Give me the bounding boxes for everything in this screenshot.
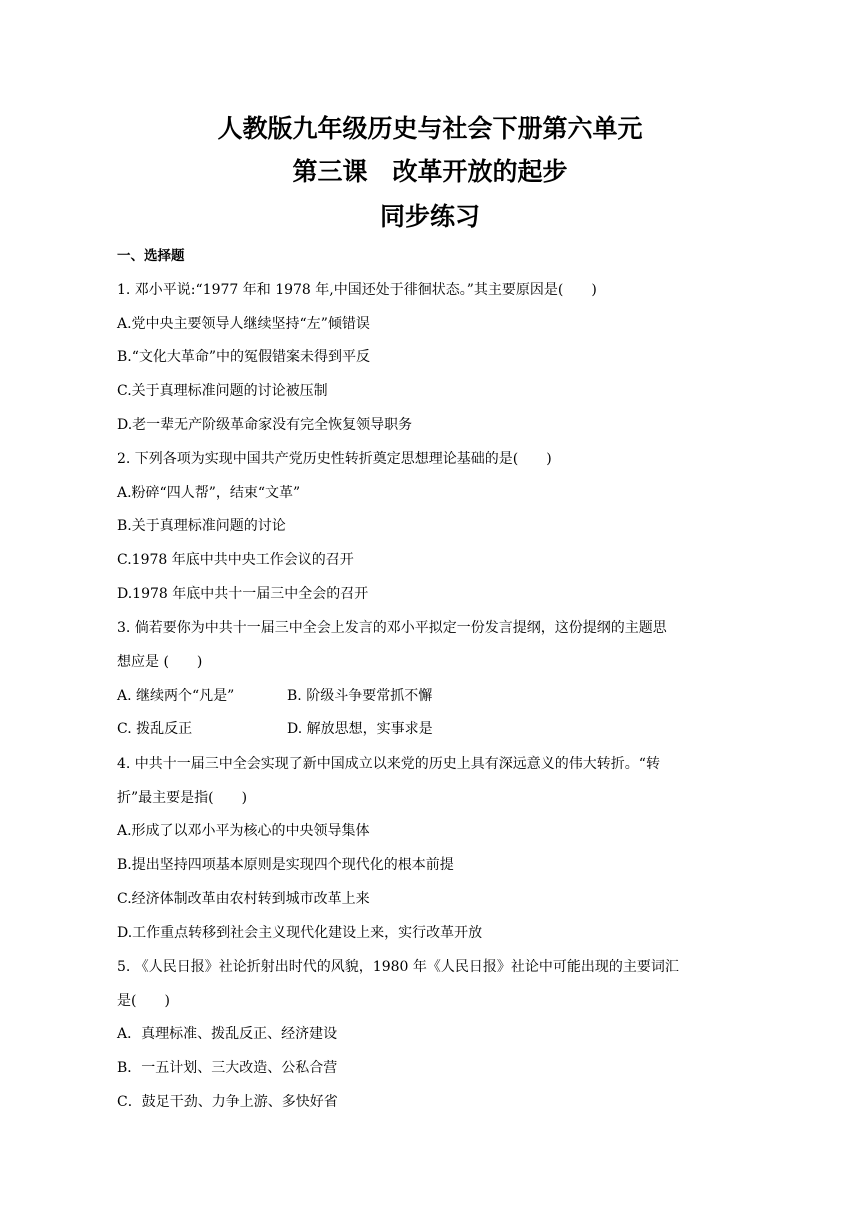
question-1-option-a: A.党中央主要领导人继续坚持“左”倾错误 bbox=[117, 316, 370, 332]
question-3-option-a: A. 继续两个“凡是” bbox=[117, 688, 235, 704]
question-2-option-b: B.关于真理标准问题的讨论 bbox=[117, 518, 286, 534]
question-5-stem-line-2: 是( ) bbox=[117, 993, 170, 1009]
question-1-option-d: D.老一辈无产阶级革命家没有完全恢复领导职务 bbox=[117, 417, 413, 433]
question-4-option-c: C.经济体制改革由农村转到城市改革上来 bbox=[117, 891, 370, 907]
question-5-stem-line-1: 5. 《人民日报》社论折射出时代的风貌，1980 年《人民日报》社论中可能出现的主要词汇 bbox=[117, 959, 679, 975]
question-4-option-a: A.形成了以邓小平为核心的中央领导集体 bbox=[117, 823, 370, 839]
question-4-stem-line-2: 折”最主要是指( ) bbox=[117, 790, 248, 806]
question-1-stem: 1. 邓小平说:“1977 年和 1978 年,中国还处于徘徊状态。”其主要原因是( ) bbox=[117, 282, 597, 298]
document-title-line-2: 第三课 改革开放的起步 bbox=[292, 157, 568, 186]
question-4-option-d: D.工作重点转移到社会主义现代化建设上来，实行改革开放 bbox=[117, 925, 483, 941]
question-2-option-d: D.1978 年底中共十一届三中全会的召开 bbox=[117, 586, 369, 602]
question-4-option-b: B.提出坚持四项基本原则是实现四个现代化的根本前提 bbox=[117, 857, 454, 873]
question-4-stem-line-1: 4. 中共十一届三中全会实现了新中国成立以来党的历史上具有深远意义的伟大转折。“转 bbox=[117, 756, 660, 772]
document-title-line-3: 同步练习 bbox=[379, 202, 480, 231]
question-1-option-c: C.关于真理标准问题的讨论被压制 bbox=[117, 383, 328, 399]
question-5-option-c: C．鼓足干劲、力争上游、多快好省 bbox=[117, 1094, 338, 1110]
question-5-option-a: A．真理标准、拨乱反正、经济建设 bbox=[117, 1026, 338, 1042]
question-2-stem: 2. 下列各项为实现中国共产党历史性转折奠定思想理论基础的是( ) bbox=[117, 451, 552, 467]
question-1-option-b: B.“文化大革命”中的冤假错案未得到平反 bbox=[117, 349, 371, 365]
section-heading: 一、选择题 bbox=[117, 248, 185, 264]
question-3-option-d: D. 解放思想，实事求是 bbox=[287, 721, 433, 737]
question-3-option-c: C. 拨乱反正 bbox=[117, 721, 193, 737]
document-title-line-1: 人教版九年级历史与社会下册第六单元 bbox=[217, 114, 643, 143]
question-3-stem-line-2: 想应是 ( ) bbox=[117, 654, 203, 670]
question-5-option-b: B．一五计划、三大改造、公私合营 bbox=[117, 1060, 338, 1076]
question-3-option-b: B. 阶级斗争要常抓不懈 bbox=[287, 688, 433, 704]
question-2-option-a: A.粉碎“四人帮”，结束“文革” bbox=[117, 485, 301, 501]
question-3-stem-line-1: 3. 倘若要你为中共十一届三中全会上发言的邓小平拟定一份发言提纲，这份提纲的主题思 bbox=[117, 620, 667, 636]
question-2-option-c: C.1978 年底中共中央工作会议的召开 bbox=[117, 552, 354, 568]
